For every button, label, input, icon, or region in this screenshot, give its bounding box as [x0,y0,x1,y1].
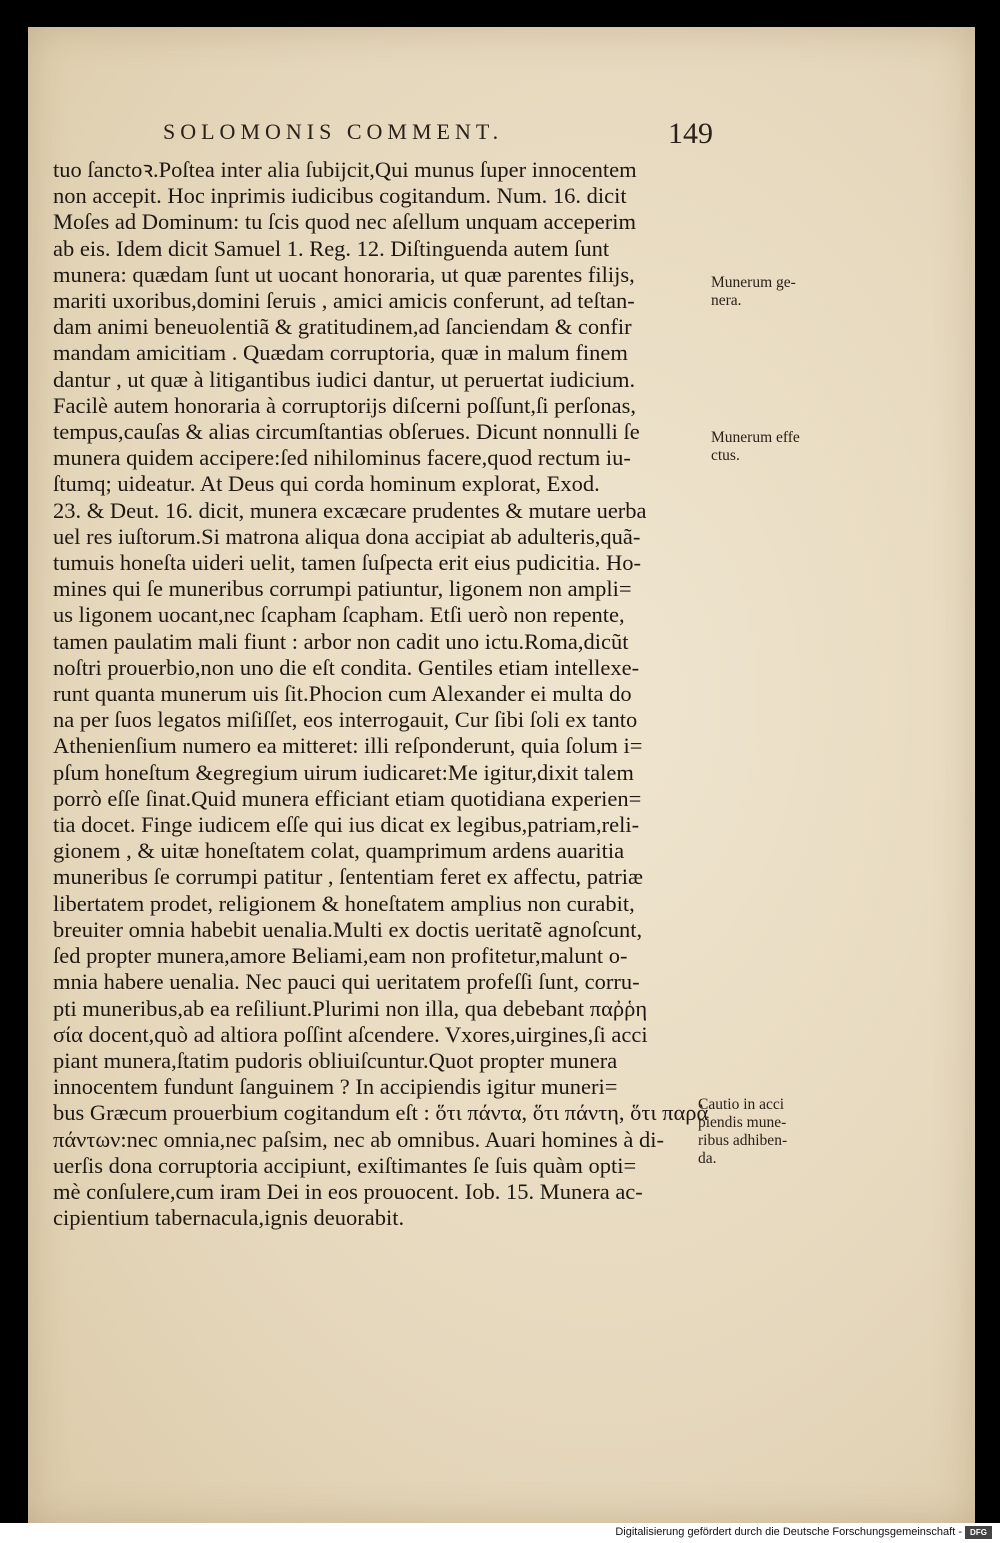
text-line: tumuis honeſta uideri uelit, tamen ſuſpecta erit eius pudicitia. Ho- [53,550,641,576]
margin-note-cautio [698,1096,787,1168]
running-title: SOLOMONIS COMMENT. [163,119,504,144]
margin-note-line: da. [698,1150,717,1167]
text-line: innocentem fundunt ſanguinem ? In accipiendis igitur muneri= [53,1074,618,1100]
margin-note-munerum-genera [711,274,796,310]
margin-note-line: Munerum ge- [711,274,796,291]
margin-note-line: nera. [711,292,742,309]
text-line: Facilè autem honoraria à corruptorijs diſcerni poſſunt,ſi perſonas, [53,392,636,418]
dfg-logo: DFG [965,1526,992,1539]
text-line: mines qui ſe muneribus corrumpi patiuntur, ligonem non ampli= [53,576,632,602]
text-line: cipientium tabernacula,ignis deuorabit. [53,1205,405,1231]
text-line: muneribus ſe corrumpi patitur , ſententiam feret ex affectu, patriæ [53,864,643,890]
text-line: us ligonem uocant,nec ſcapham ſcapham. Etſi uerò non repente, [53,602,625,628]
margin-note-line: piendis mune- [698,1114,787,1131]
text-line: mnia habere uenalia. Nec pauci qui ueritatem profeſſi ſunt, corru- [53,969,640,995]
text-line: munera: quædam ſunt ut uocant honoraria, ut quæ parentes filijs, [53,261,635,287]
book-page [28,27,975,1523]
margin-note-line: Munerum effe [711,429,800,446]
margin-note-line: ctus. [711,447,740,464]
text-line: ab eis. Idem dicit Samuel 1. Reg. 12. Diſtinguenda autem ſunt [53,235,610,261]
text-line: πάντων:nec omnia,nec paſsim, nec ab omnibus. Auari homines à di- [53,1126,664,1152]
margin-note-line: ribus adhiben- [698,1132,788,1149]
text-line: pſum honeſtum &egregium uirum iudicaret:Me igitur,dixit talem [53,759,634,785]
text-line: tia docet. Finge iudicem eſſe qui ius dicat ex legibus,patriam,reli- [53,812,640,838]
margin-note-munerum-effectus [711,429,800,465]
text-line: runt quanta munerum uis ſit.Phocion cum Alexander ei multa do [53,681,632,707]
text-line: tamen paulatim mali fiunt : arbor non cadit uno ictu.Roma,dicũt [53,628,629,654]
text-line: na per ſuos legatos miſiſſet, eos interrogauit, Cur ſibi ſoli ex tanto [53,707,638,733]
text-line: tempus,cauſas & alias circumſtantias obſerues. Dicunt nonnulli ſe [53,419,640,445]
margin-note-line: Cautio in acci [698,1096,785,1113]
text-line: mandam amicitiam . Quædam corruptoria, quæ in malum finem [53,340,628,366]
text-line: Athenienſium numero ea mitteret: illi reſponderunt, quia ſolum i= [53,733,643,759]
text-line: dam animi beneuolentiã & gratitudinem,ad ſanciendam & confir [53,314,632,340]
funding-credit: Digitalisierung gefördert durch die Deutsche Forschungsgemeinschaft - [615,1526,962,1538]
text-line: ſtumq; uideatur. At Deus qui corda hominum explorat, Exod. [53,471,600,497]
text-line: σία docent,quò ad altiora poſſint aſcendere. Vxores,uirgines,ſi acci [53,1021,648,1047]
text-line: mariti uxoribus,domini ſeruis , amici amicis conferunt, ad teſtan- [53,288,635,314]
text-line: dantur , ut quæ à litigantibus iudici dantur, ut peruertat iudicium. [53,366,636,392]
text-line: pti muneribus,ab ea reſiliunt.Plurimi non illa, qua debebant παῤῥη [53,995,648,1021]
text-line: 23. & Deut. 16. dicit, munera excæcare prudentes & mutare uerba [53,497,647,523]
text-line: ſed propter munera,amore Beliami,eam non profitetur,malunt o- [53,943,628,969]
page-number: 149 [668,117,713,150]
text-line: uerſis dona corruptoria accipiunt, exiſtimantes ſe ſuis quàm opti= [53,1152,637,1178]
text-line: gionem , & uitæ honeſtatem colat, quamprimum ardens auaritia [53,838,625,864]
text-line: bus Græcum prouerbium cogitandum eſt : ὅτι πάντα, ὅτι πάντη, ὅτι παρὰ [53,1100,709,1126]
text-line: breuiter omnia habebit uenalia.Multi ex doctis ueritatẽ agnoſcunt, [53,916,643,942]
text-line: tuo ſanctoꝛ.Poſtea inter alia ſubijcit,Qui munus ſuper innocentem [53,157,637,182]
text-line: porrò eſſe ſinat.Quid munera efficiant etiam quotidiana experien= [53,785,642,811]
text-line: mè conſulere,cum iram Dei in eos prouocent. Iob. 15. Munera ac- [53,1178,643,1204]
body-text [53,157,733,1231]
text-line: non accepit. Hoc inprimis iudicibus cogitandum. Num. 16. dicit [53,183,627,209]
text-line: piant munera,ſtatim pudoris obliuiſcuntur.Quot propter munera [53,1047,618,1073]
text-line: Moſes ad Dominum: tu ſcis quod nec aſellum unquam acceperim [53,209,636,235]
text-line: noſtri prouerbio,non uno die eſt condita. Gentiles etiam intellexe- [53,654,640,680]
text-line: libertatem prodet, religionem & honeſtatem amplius non curabit, [53,890,635,916]
text-line: munera quidem accipere:ſed nihilominus facere,quod rectum iu- [53,445,631,471]
footer-bar [0,1523,1000,1543]
text-line: uel res iuſtorum.Si matrona aliqua dona accipiat ab adulteris,quã- [53,523,641,549]
